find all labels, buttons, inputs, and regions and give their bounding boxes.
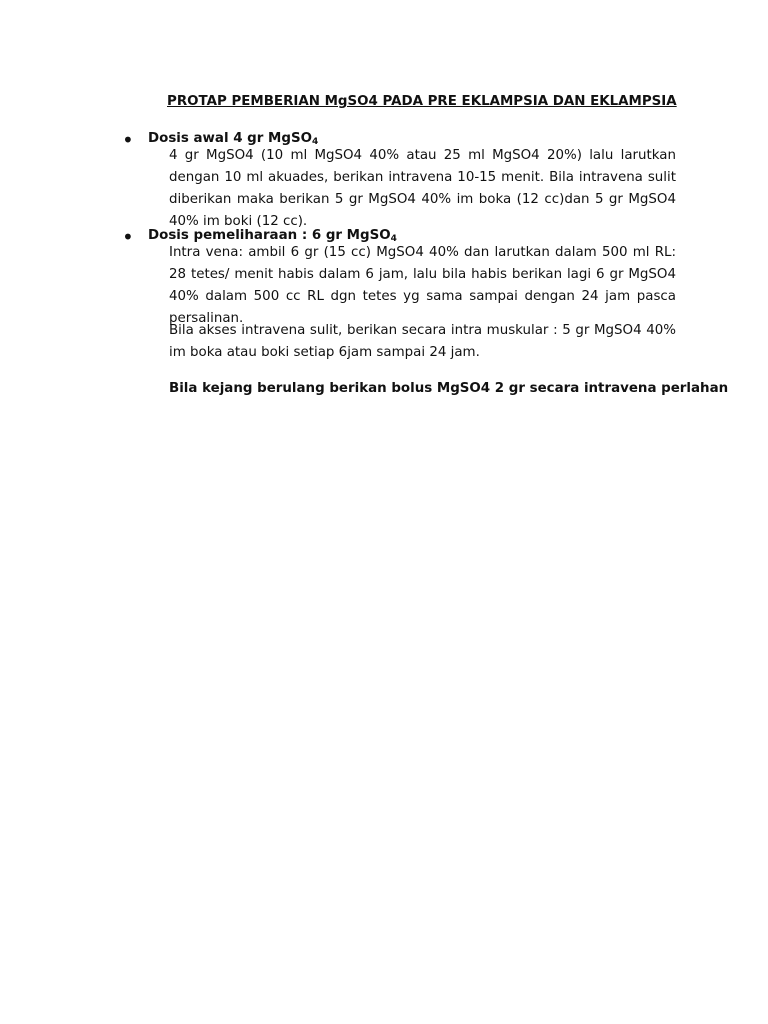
section-heading-text: Dosis awal 4 gr MgSO [148,131,312,146]
maintenance-iv-paragraph: Intra vena: ambil 6 gr (15 cc) MgSO4 40% dan larutkan dalam 500 ml RL: 28 tetes/ menit habis dalam 6 jam, lalu bila habis berikan lagi 6 gr MgSO4 40% dalam 500 cc RL dgn tetes yg sama sampai dengan 24 jam pasca persalinan. [169,245,676,326]
intramuscular-paragraph: Bila akses intravena sulit, berikan secara intra muskular : 5 gr MgSO4 40% im boka atau boki setiap 6jam sampai 24 jam. [169,323,676,360]
document-title: PROTAP PEMBERIAN MgSO4 PADA PRE EKLAMPSIA DAN EKLAMPSIA [167,94,677,109]
bullet-marker: • [122,225,134,249]
bullet-marker: • [122,128,134,152]
section-heading-text: Dosis pemeliharaan : 6 gr MgSO [148,228,391,243]
subscript-four: 4 [311,137,319,147]
recurrent-seizure-note: Bila kejang berulang berikan bolus MgSO4 2 gr secara intravena perlahan [169,381,729,396]
subscript-four: 4 [390,234,397,244]
initial-dose-paragraph: 4 gr MgSO4 (10 ml MgSO4 40% atau 25 ml MgSO4 20%) lalu larutkan dengan 10 ml akuades, berikan intravena 10-15 menit. Bila intravena sulit diberikan maka berikan 5 gr MgSO4 40% im boka (12 cc)dan 5 gr MgSO4 40% im boki (12 cc). [169,148,676,229]
